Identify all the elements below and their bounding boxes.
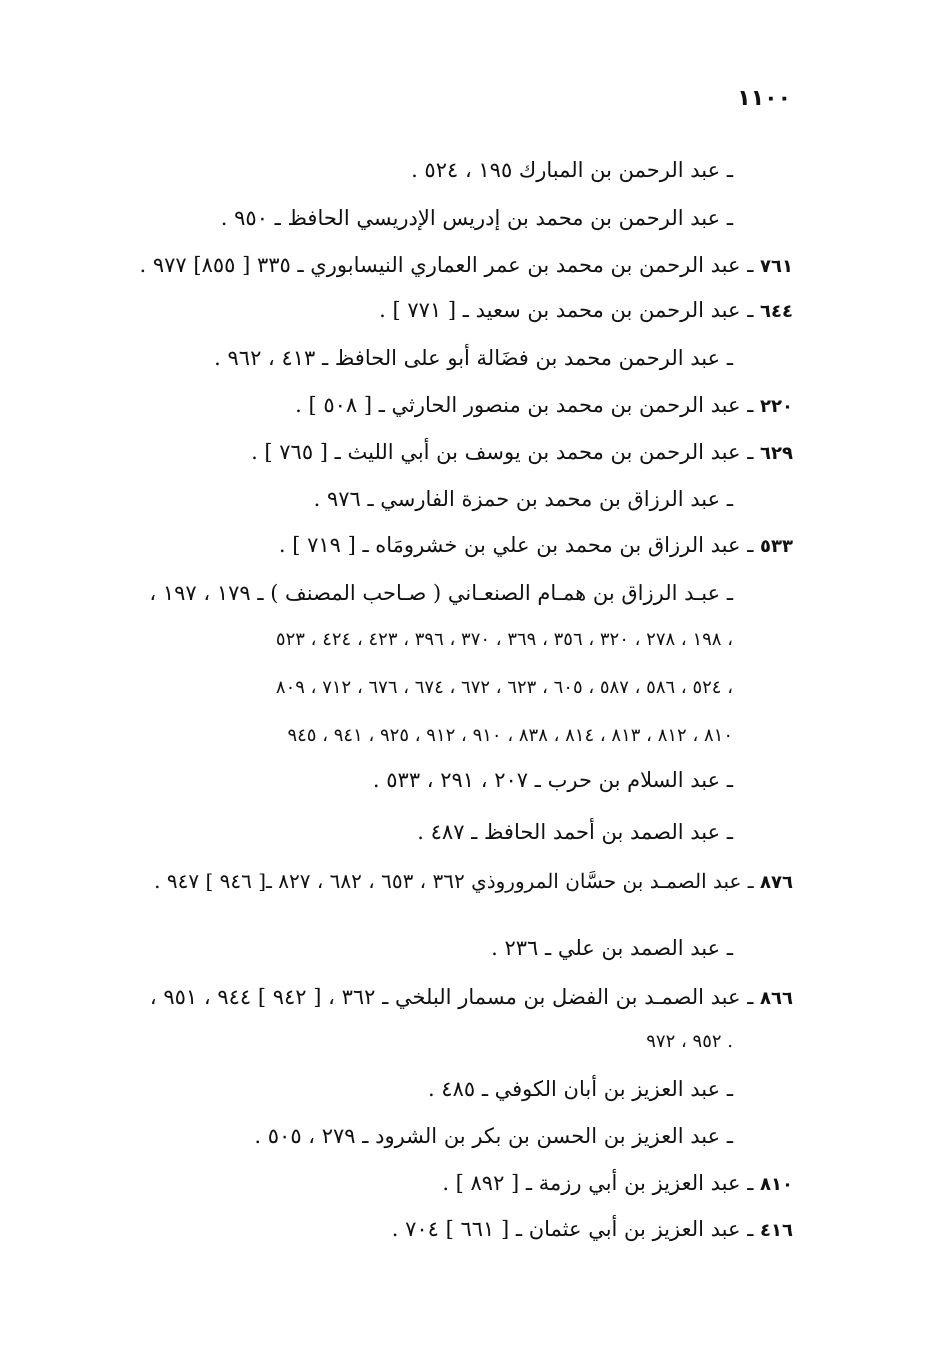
- index-entry: [251, 437, 793, 469]
- index-entry: [417, 817, 733, 849]
- entry-text: ـ عبد العزيز بن أبي عثمان ـ [ ٦٦١ ] ٧٠٤ .: [391, 1217, 761, 1241]
- entry-text: ـ عبد العزيز بن أبان الكوفي ـ ٤٨٥ .: [427, 1077, 733, 1101]
- entry-number: ٧٦١: [760, 256, 793, 277]
- index-entry: [442, 1168, 793, 1200]
- entry-text: ٩٥٢ ، ٩٧٢ .: [646, 1031, 733, 1052]
- index-entry: [373, 765, 733, 797]
- index-entry: [154, 866, 793, 898]
- index-entry: [150, 982, 793, 1014]
- entry-text: ـ عبـد الرزاق بن همـام الصنعـاني ( صـاحب المصنف ) ـ ١٧٩ ، ١٩٧ ،: [149, 581, 733, 605]
- entry-text: ـ عبد الرزاق بن محمد بن علي بن خشرومَاه ـ [ ٧١٩ ] .: [278, 533, 761, 557]
- entry-number: ٤١٦: [760, 1220, 793, 1241]
- entry-number: ٨٧٦: [760, 872, 793, 893]
- entry-text: ـ عبد السلام بن حرب ـ ٢٠٧ ، ٢٩١ ، ٥٣٣ .: [372, 768, 733, 792]
- entry-text: ـ عبد الرحمن بن محمد بن سعيد ـ [ ٧٧١ ] .: [379, 298, 761, 322]
- entry-number: ٦٢٩: [760, 443, 793, 464]
- entry-text: ـ عبد العزيز بن أبي رزمة ـ [ ٨٩٢ ] .: [442, 1171, 761, 1195]
- index-entry-continuation: [276, 625, 733, 655]
- index-entry: [428, 1074, 733, 1106]
- entry-number: ٦٤٤: [760, 301, 793, 322]
- index-entry: [149, 578, 733, 610]
- entry-text: ـ عبد الرحمن بن محمد بن إدريس الإدريسي الحافظ ـ ٩٥٠ .: [220, 206, 733, 230]
- index-entry: [295, 390, 793, 422]
- entry-text: ـ عبد الصمـد بن حسَّان المروروذي ٣٦٢ ، ٦٥٣ ، ٦٨٢ ، ٨٢٧ ـ[ ٩٤٦ ] ٩٤٧ .: [154, 869, 761, 893]
- index-entry: [279, 530, 793, 562]
- entry-number: ٥٣٣: [760, 536, 793, 557]
- index-entry: [221, 203, 733, 235]
- entry-text: ـ عبد العزيز بن الحسن بن بكر بن الشرود ـ ٢٧٩ ، ٥٠٥ .: [254, 1124, 733, 1148]
- entry-number: ٨٦٦: [760, 988, 793, 1009]
- entry-text: ١٩٨ ، ٢٧٨ ، ٣٢٠ ، ٣٥٦ ، ٣٦٩ ، ٣٧٠ ، ٣٩٦ ، ٤٢٣ ، ٤٢٤ ، ٥٢٣ ،: [275, 629, 733, 650]
- entry-text: ـ عبد الصمـد بن الفضل بن مسمار البلخي ـ ٣٦٢ ، [ ٩٤٢ ] ٩٤٤ ، ٩٥١ ،: [149, 985, 761, 1009]
- page-number: ١١٠٠: [737, 86, 791, 111]
- entry-text: ـ عبد الرحمن محمد بن فضَالة أبو على الحافظ ـ ٤١٣ ، ٩٦٢ .: [214, 346, 733, 370]
- index-entry: [379, 295, 793, 327]
- index-entry: [254, 1121, 733, 1153]
- index-entry-continuation: [287, 721, 733, 751]
- index-entry-continuation: [646, 1027, 733, 1057]
- entry-text: ـ عبد الرحمن بن محمد بن عمر العماري النيسابوري ـ ٣٣٥ [ ٨٥٥] ٩٧٧ .: [139, 253, 761, 277]
- index-entry: [139, 250, 793, 282]
- entry-text: ـ عبد الصمد بن علي ـ ٢٣٦ .: [491, 936, 733, 960]
- entry-text: ٥٢٤ ، ٥٨٦ ، ٥٨٧ ، ٦٠٥ ، ٦٢٣ ، ٦٧٢ ، ٦٧٤ ، ٦٧٦ ، ٧١٢ ، ٨٠٩ ،: [275, 677, 733, 698]
- index-entry: [214, 343, 733, 375]
- entry-number: ٢٢٠: [760, 396, 793, 417]
- entry-text: ٨١٠ ، ٨١٢ ، ٨١٣ ، ٨١٤ ، ٨٣٨ ، ٩١٠ ، ٩١٢ ، ٩٢٥ ، ٩٤١ ، ٩٤٥: [287, 725, 733, 746]
- entry-text: ـ عبد الرحمن بن محمد بن يوسف بن أبي الليث ـ [ ٧٦٥ ] .: [251, 440, 761, 464]
- index-entry: [392, 1214, 793, 1246]
- entry-text: ـ عبد الرحمن بن محمد بن منصور الحارثي ـ [ ٥٠٨ ] .: [295, 393, 761, 417]
- index-entry: [314, 484, 733, 516]
- entry-text: ـ عبد الصمد بن أحمد الحافظ ـ ٤٨٧ .: [417, 820, 733, 844]
- index-entry-continuation: [276, 673, 733, 703]
- index-entry: [491, 933, 733, 965]
- index-entry: [411, 155, 733, 187]
- entry-text: ـ عبد الرحمن بن المبارك ١٩٥ ، ٥٢٤ .: [411, 158, 733, 182]
- entry-text: ـ عبد الرزاق بن محمد بن حمزة الفارسي ـ ٩٧٦ .: [313, 487, 733, 511]
- entry-number: ٨١٠: [760, 1174, 793, 1195]
